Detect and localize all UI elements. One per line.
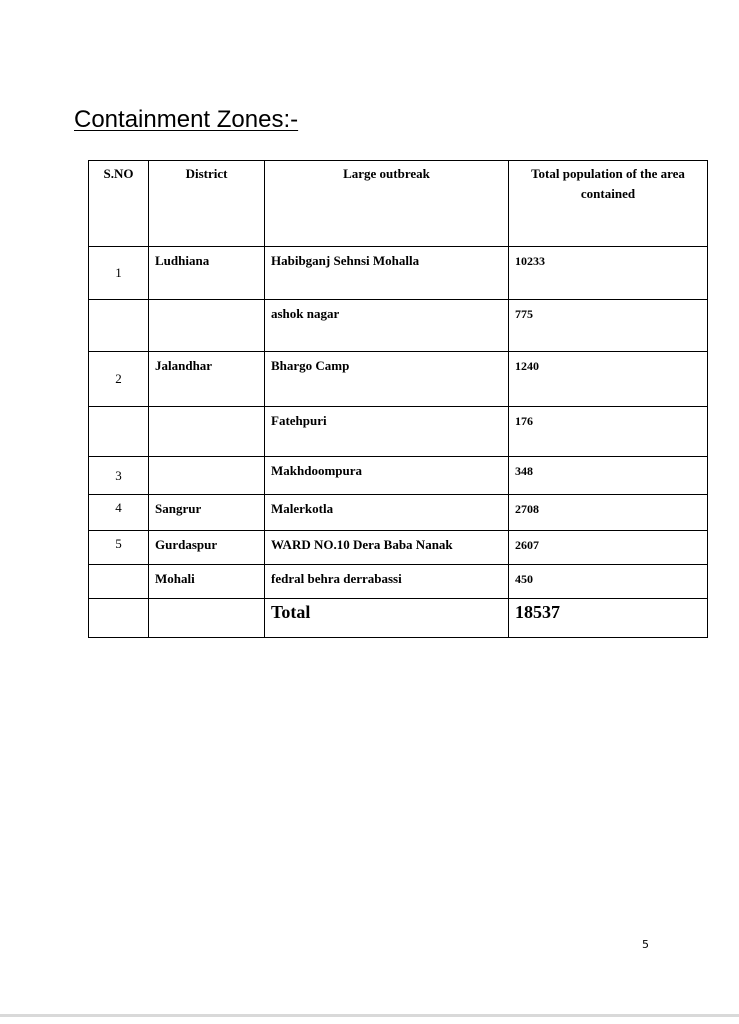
cell-population: 1240	[509, 352, 708, 407]
header-sno: S.NO	[89, 161, 149, 247]
cell-population: 450	[509, 565, 708, 599]
cell-outbreak: ashok nagar	[265, 300, 509, 352]
page-number: 5	[642, 938, 649, 951]
cell-district	[149, 300, 265, 352]
header-outbreak: Large outbreak	[265, 161, 509, 247]
cell-population: 2708	[509, 495, 708, 531]
cell-district	[149, 407, 265, 457]
cell-sno: 2	[89, 352, 149, 407]
header-district: District	[149, 161, 265, 247]
cell-sno	[89, 300, 149, 352]
cell-sno	[89, 565, 149, 599]
page-bottom-edge	[0, 1014, 739, 1017]
cell-population: 176	[509, 407, 708, 457]
containment-zones-table	[88, 160, 708, 638]
cell-outbreak: Malerkotla	[265, 495, 509, 531]
table-row	[89, 531, 708, 565]
cell-outbreak: Bhargo Camp	[265, 352, 509, 407]
table-header-row	[89, 161, 708, 247]
cell-population: 2607	[509, 531, 708, 565]
cell-sno	[89, 407, 149, 457]
table-row	[89, 457, 708, 495]
total-value: 18537	[509, 599, 708, 638]
cell-outbreak: Habibganj Sehnsi Mohalla	[265, 247, 509, 300]
page-title: Containment Zones:-	[74, 106, 299, 133]
cell-district	[149, 457, 265, 495]
table-row	[89, 300, 708, 352]
header-population: Total population of the area contained	[509, 161, 708, 247]
cell-district: Sangrur	[149, 495, 265, 531]
cell-sno-empty	[89, 599, 149, 638]
cell-district: Mohali	[149, 565, 265, 599]
cell-sno: 3	[89, 457, 149, 495]
cell-outbreak: Fatehpuri	[265, 407, 509, 457]
total-label: Total	[265, 599, 509, 638]
cell-population: 348	[509, 457, 708, 495]
cell-district-empty	[149, 599, 265, 638]
table-row	[89, 407, 708, 457]
cell-outbreak: Makhdoompura	[265, 457, 509, 495]
cell-outbreak: fedral behra derrabassi	[265, 565, 509, 599]
table-row	[89, 247, 708, 300]
cell-population: 10233	[509, 247, 708, 300]
cell-outbreak: WARD NO.10 Dera Baba Nanak	[265, 531, 509, 565]
cell-sno: 1	[89, 247, 149, 300]
table-row	[89, 565, 708, 599]
cell-district: Ludhiana	[149, 247, 265, 300]
cell-district: Jalandhar	[149, 352, 265, 407]
cell-sno: 4	[89, 495, 149, 531]
table-row	[89, 352, 708, 407]
cell-district: Gurdaspur	[149, 531, 265, 565]
table-row	[89, 495, 708, 531]
cell-sno: 5	[89, 531, 149, 565]
cell-population: 775	[509, 300, 708, 352]
total-row	[89, 599, 708, 638]
